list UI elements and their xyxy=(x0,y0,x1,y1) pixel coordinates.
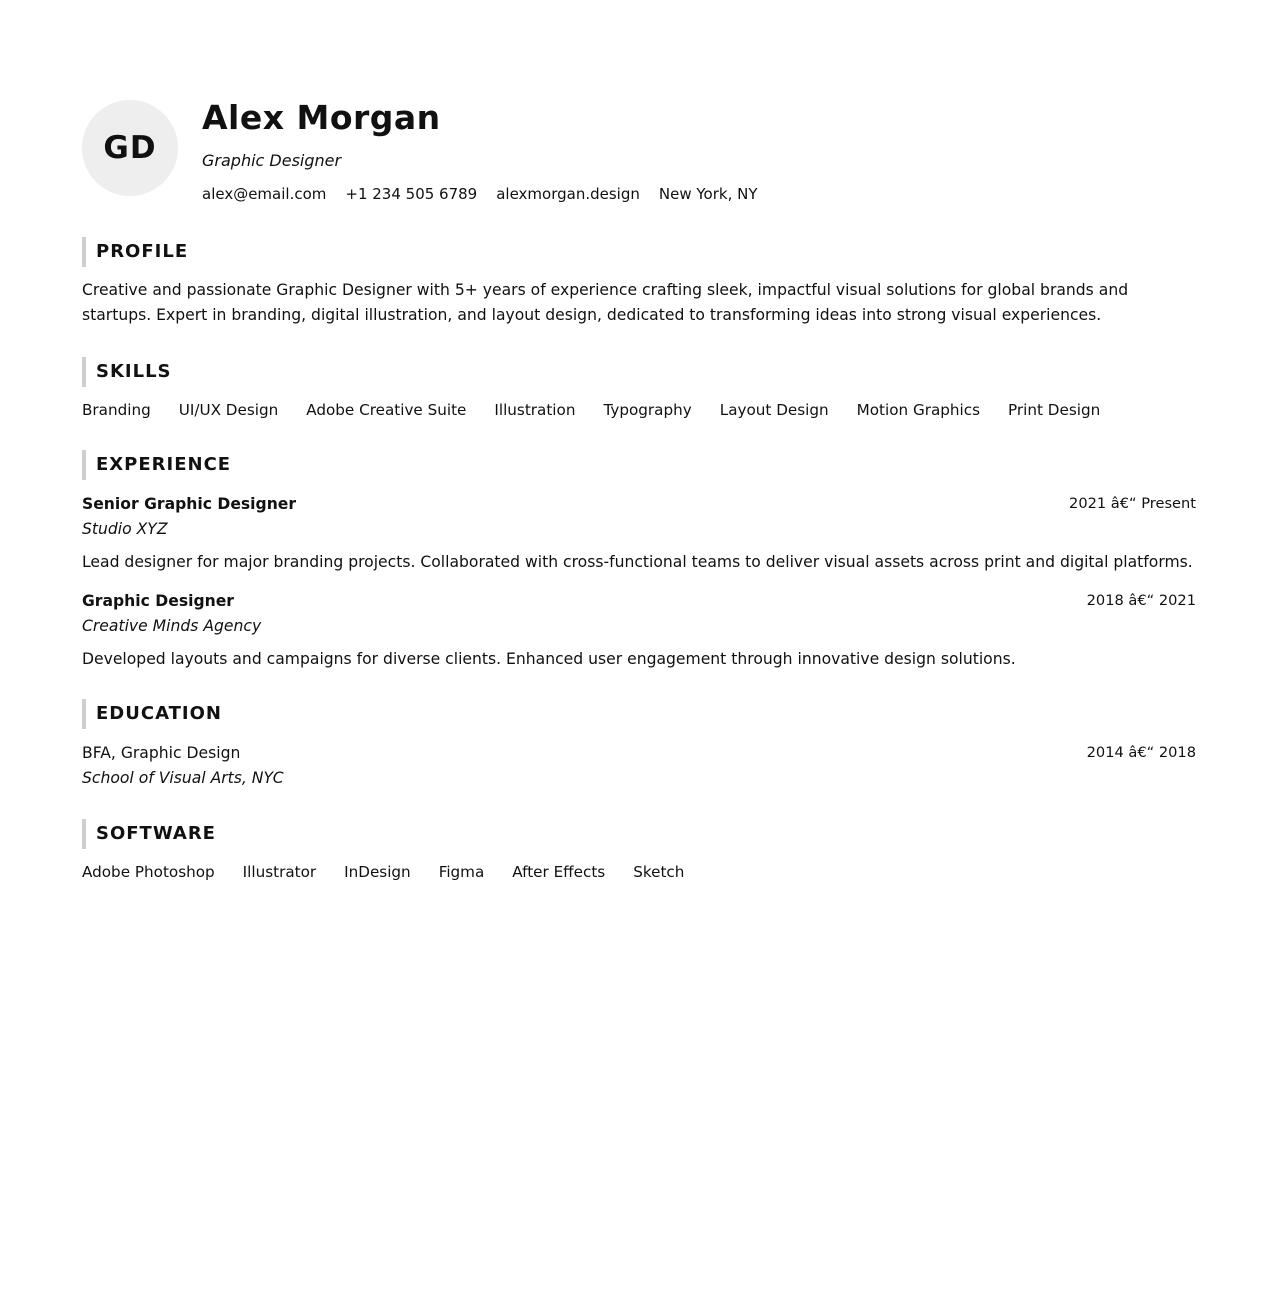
software-item: Illustrator xyxy=(242,863,317,881)
skill-item: Motion Graphics xyxy=(856,401,981,419)
skill-item: Print Design xyxy=(1008,401,1101,419)
profile-text: Creative and passionate Graphic Designer with 5+ years of experience crafting sleek, impactful visual solutions for global brands and startups. Expert in branding, digital illustration, and layout design, dedicated to transforming ideas into strong visual experiences. xyxy=(82,281,1129,324)
job-dates: 2018 â€“ 2021 xyxy=(1086,592,1196,609)
section-title-experience: EXPERIENCE xyxy=(82,450,231,480)
software-list xyxy=(82,862,684,882)
software-item: Sketch xyxy=(633,863,685,881)
contact-location: New York, NY xyxy=(658,185,758,203)
job-title: Senior Graphic Designer xyxy=(82,495,297,513)
candidate-name: Alex Morgan xyxy=(202,98,441,137)
job-dates: 2021 â€“ Present xyxy=(1069,495,1196,512)
avatar: GD xyxy=(82,100,178,196)
skill-item: Layout Design xyxy=(719,401,829,419)
job-title: Graphic Designer xyxy=(82,592,234,610)
skill-item: UI/UX Design xyxy=(178,401,279,419)
contact-info xyxy=(202,184,758,204)
skill-item: Branding xyxy=(82,401,151,419)
education-degree: BFA, Graphic Design xyxy=(82,744,241,762)
job-company: Studio XYZ xyxy=(82,520,168,538)
skill-item: Illustration xyxy=(494,401,576,419)
section-title-software: SOFTWARE xyxy=(82,819,216,849)
skill-item: Adobe Creative Suite xyxy=(306,401,467,419)
candidate-role: Graphic Designer xyxy=(202,151,342,170)
software-item: InDesign xyxy=(344,863,411,881)
section-title-skills: SKILLS xyxy=(82,357,172,387)
contact-email: alex@email.com xyxy=(202,185,327,203)
education-dates: 2014 â€“ 2018 xyxy=(1086,744,1196,761)
resume-header xyxy=(82,100,1196,210)
software-item: After Effects xyxy=(512,863,606,881)
education-school: School of Visual Arts, NYC xyxy=(82,769,284,787)
contact-phone: +1 234 505 6789 xyxy=(345,185,478,203)
job-description: Lead designer for major branding projects. Collaborated with cross-functional teams to deliver visual assets across print and digital platforms. xyxy=(82,553,1193,571)
software-item: Figma xyxy=(438,863,485,881)
job-company: Creative Minds Agency xyxy=(82,617,262,635)
skill-item: Typography xyxy=(603,401,692,419)
skills-list xyxy=(82,400,1100,420)
section-title-profile: PROFILE xyxy=(82,237,188,267)
contact-website: alexmorgan.design xyxy=(496,185,640,203)
job-description: Developed layouts and campaigns for diverse clients. Enhanced user engagement through innovative design solutions. xyxy=(82,650,1016,668)
section-title-education: EDUCATION xyxy=(82,699,222,729)
software-item: Adobe Photoshop xyxy=(82,863,215,881)
